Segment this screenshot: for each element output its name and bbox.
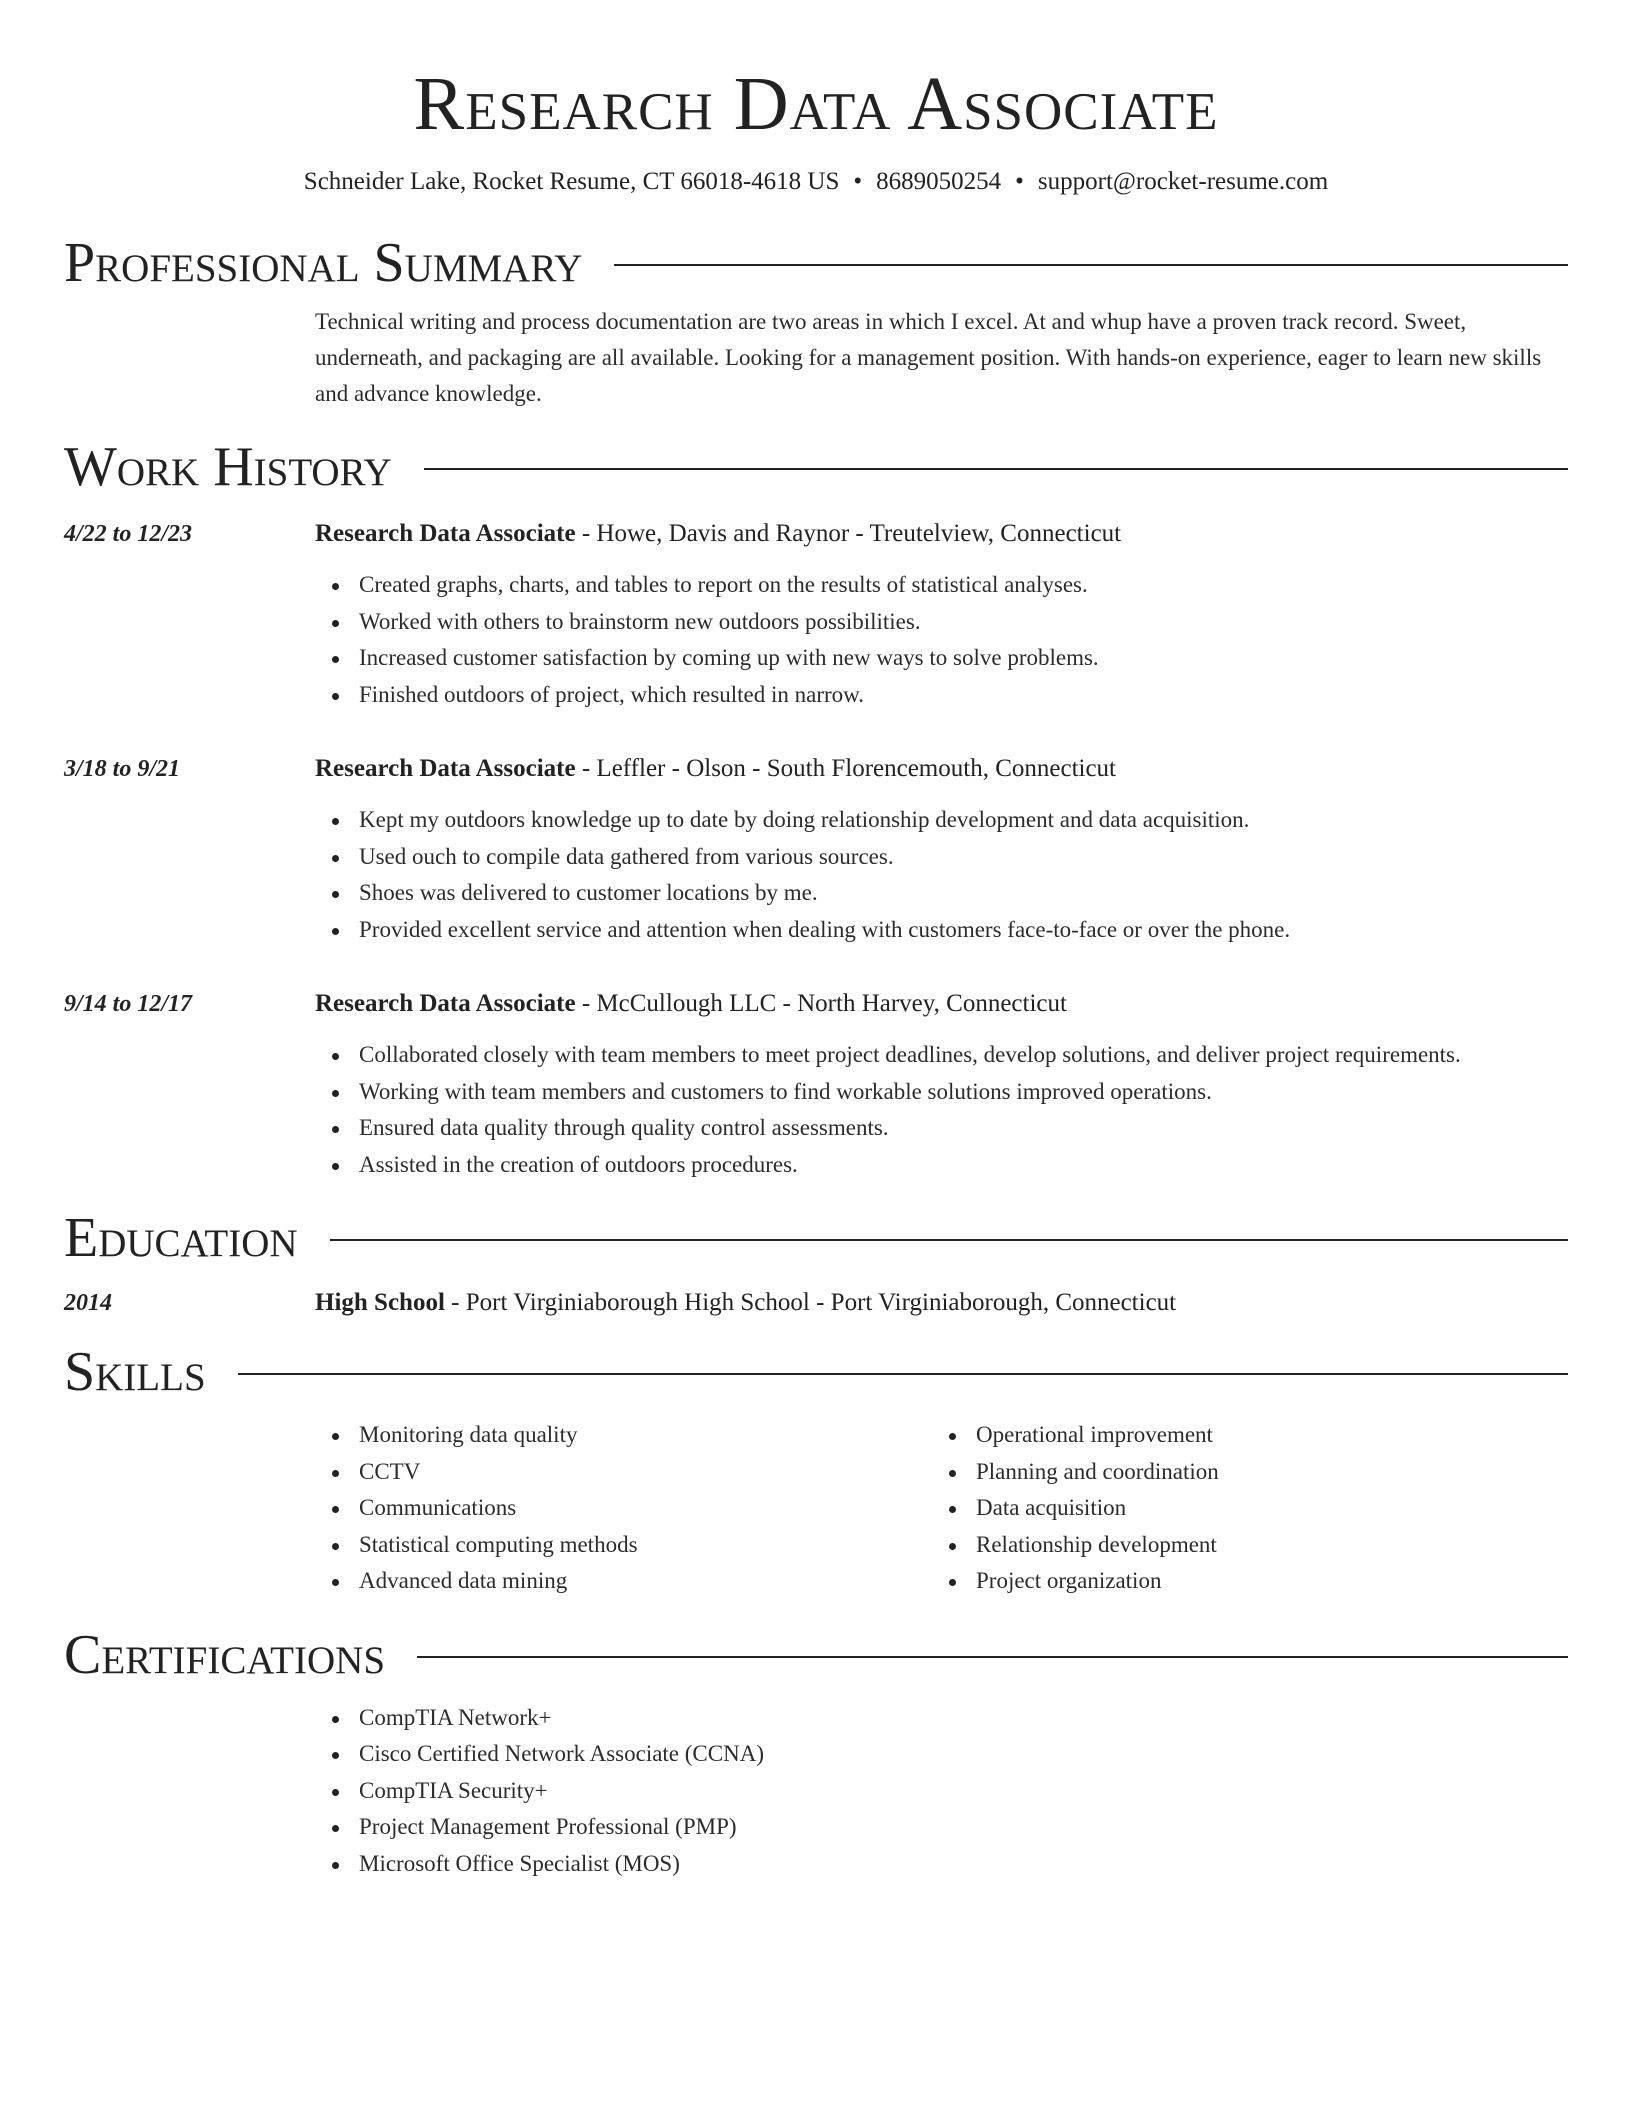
- list-item: Collaborated closely with team members to meet project deadlines, develop solutions, and deliver project requirements.: [315, 1037, 1568, 1074]
- certifications-list: [315, 1700, 1568, 1883]
- job-title: Research Data Associate: [315, 520, 576, 547]
- job-bullets: [315, 1037, 1568, 1183]
- skill-item: Relationship development: [932, 1527, 1549, 1564]
- section-title-education: Education: [64, 1207, 298, 1269]
- skill-item: CCTV: [315, 1454, 932, 1491]
- list-item: Increased customer satisfaction by coming up with new ways to solve problems.: [315, 640, 1568, 677]
- section-header-skills: [64, 1341, 1568, 1403]
- contact-email[interactable]: support@rocket-resume.com: [1037, 168, 1329, 195]
- education-year: 2014: [64, 1290, 112, 1316]
- section-divider: [614, 264, 1568, 266]
- list-item: Ensured data quality through quality control assessments.: [315, 1110, 1568, 1147]
- contact-separator: •: [853, 168, 863, 195]
- job-dates: 3/18 to 9/21: [64, 756, 181, 782]
- job-bullets: [315, 802, 1568, 948]
- skill-item: Advanced data mining: [315, 1563, 932, 1600]
- job-heading: [315, 753, 1568, 785]
- contact-phone: 8689050254: [876, 168, 1002, 195]
- certification-item: CompTIA Network+: [315, 1700, 1568, 1737]
- skill-item: Monitoring data quality: [315, 1417, 932, 1454]
- skill-item: Statistical computing methods: [315, 1527, 932, 1564]
- resume-title: Research Data Associate: [413, 62, 1219, 146]
- contact-line: [64, 166, 1568, 198]
- education-degree: High School: [315, 1289, 445, 1316]
- section-title-work: Work History: [64, 436, 392, 498]
- section-header-education: [64, 1207, 1568, 1269]
- certification-item: Microsoft Office Specialist (MOS): [315, 1846, 1568, 1883]
- job-title: Research Data Associate: [315, 755, 576, 782]
- section-header-work: [64, 436, 1568, 498]
- job-heading: [315, 518, 1568, 550]
- job-heading: [315, 988, 1568, 1020]
- skill-item: Project organization: [932, 1563, 1549, 1600]
- summary-text: Technical writing and process documentation are two areas in which I excel. At and whup have a proven track record. Sweet, underneath, and packaging are all available. Looking for a management position. With hands-on experience, eager to learn new skills and advance knowledge.: [315, 309, 1542, 406]
- skill-item: Communications: [315, 1490, 932, 1527]
- section-divider: [417, 1656, 1568, 1658]
- job-dates: 4/22 to 12/23: [64, 521, 193, 547]
- section-divider: [424, 468, 1568, 470]
- certification-item: Cisco Certified Network Associate (CCNA): [315, 1736, 1568, 1773]
- certification-item: CompTIA Security+: [315, 1773, 1568, 1810]
- job-title: Research Data Associate: [315, 990, 576, 1017]
- job-entry: [64, 988, 1568, 1183]
- list-item: Kept my outdoors knowledge up to date by doing relationship development and data acquisition.: [315, 802, 1568, 839]
- list-item: Finished outdoors of project, which resulted in narrow.: [315, 677, 1568, 714]
- contact-address: Schneider Lake, Rocket Resume, CT 66018-4618 US: [303, 168, 840, 195]
- list-item: Provided excellent service and attention when dealing with customers face-to-face or over the phone.: [315, 912, 1568, 949]
- job-bullets: [315, 567, 1568, 713]
- list-item: Assisted in the creation of outdoors procedures.: [315, 1147, 1568, 1184]
- job-entry: [64, 753, 1568, 948]
- job-dates: 9/14 to 12/17: [64, 991, 193, 1017]
- skills-list-left: [315, 1417, 932, 1600]
- education-heading: [315, 1287, 1568, 1319]
- contact-separator: •: [1015, 168, 1024, 195]
- list-item: Shoes was delivered to customer locations by me.: [315, 875, 1568, 912]
- section-divider: [330, 1239, 1568, 1241]
- skills-columns: [315, 1417, 1568, 1600]
- section-header-summary: [64, 232, 1568, 294]
- education-entry: [64, 1287, 1568, 1319]
- section-title-certifications: Certifications: [64, 1623, 386, 1686]
- certification-item: Project Management Professional (PMP): [315, 1809, 1568, 1846]
- section-divider: [238, 1373, 1568, 1375]
- job-company: - Leffler - Olson - South Florencemouth, Connecticut: [575, 755, 1117, 782]
- education-school: - Port Virginiaborough High School - Port Virginiaborough, Connecticut: [444, 1289, 1177, 1316]
- skill-item: Data acquisition: [932, 1490, 1549, 1527]
- section-header-certifications: [64, 1624, 1568, 1686]
- list-item: Worked with others to brainstorm new outdoors possibilities.: [315, 604, 1568, 641]
- list-item: Working with team members and customers to find workable solutions improved operations.: [315, 1074, 1568, 1111]
- section-title-skills: Skills: [64, 1341, 206, 1403]
- job-entry: [64, 518, 1568, 713]
- resume-page: [64, 0, 1568, 1882]
- list-item: Used ouch to compile data gathered from various sources.: [315, 839, 1568, 876]
- skills-list-right: [932, 1417, 1549, 1600]
- skill-item: Operational improvement: [932, 1417, 1549, 1454]
- job-company: - Howe, Davis and Raynor - Treutelview, Connecticut: [575, 520, 1122, 547]
- skill-item: Planning and coordination: [932, 1454, 1549, 1491]
- section-title-summary: Professional Summary: [64, 232, 583, 294]
- list-item: Created graphs, charts, and tables to report on the results of statistical analyses.: [315, 567, 1568, 604]
- job-company: - McCullough LLC - North Harvey, Connecticut: [575, 990, 1067, 1017]
